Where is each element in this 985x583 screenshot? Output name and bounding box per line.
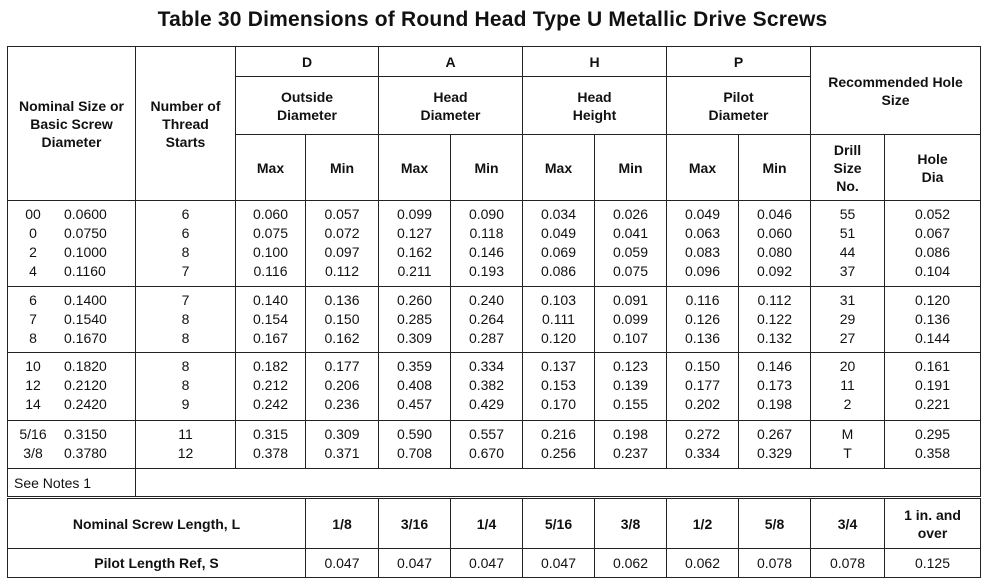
cell-value: 0.309 — [324, 426, 360, 442]
cell-value: 0.060 — [252, 206, 289, 222]
screw-length: 1 in. and over — [885, 499, 981, 549]
cell-value: 6 — [181, 225, 190, 241]
drill-cell — [811, 421, 885, 469]
pilot-length: 0.125 — [885, 549, 981, 578]
cell-value: 8 — [181, 330, 190, 346]
cell-value: 0.708 — [396, 445, 433, 461]
h-min-cell — [595, 287, 667, 353]
thread-starts-cell — [136, 287, 236, 353]
cell-value: 0.150 — [684, 358, 721, 374]
cell-value: 0.177 — [684, 377, 721, 393]
nominal-size: 7 — [29, 311, 37, 327]
cell-value: 0.287 — [468, 330, 505, 346]
a-max-cell — [379, 421, 451, 469]
cell-value: 0.075 — [612, 263, 649, 279]
cell-value: 0.100 — [252, 244, 289, 260]
cell-value: 0.126 — [684, 311, 721, 327]
cell-value: 0.136 — [324, 292, 360, 308]
cell-value: 0.198 — [756, 396, 793, 412]
cell-value: 0.264 — [468, 311, 505, 327]
basic-diameter: 0.3150 — [64, 426, 107, 442]
hole-cell — [885, 421, 981, 469]
cell-value: 0.075 — [252, 225, 289, 241]
d-min-cell — [306, 201, 379, 287]
screw-length: 1/8 — [306, 499, 379, 549]
cell-value: 0.211 — [397, 263, 432, 279]
a-min-cell — [451, 201, 523, 287]
cell-value: 0.557 — [468, 426, 505, 442]
cell-value: 0.067 — [914, 225, 951, 241]
cell-value: 0.083 — [684, 244, 721, 260]
header-h-max: Max — [523, 135, 595, 201]
cell-value: 55 — [839, 206, 856, 222]
cell-value: 0.086 — [540, 263, 577, 279]
nominal-size: 5/16 — [19, 426, 47, 442]
cell-value: 0.052 — [914, 206, 951, 222]
thread-starts-cell — [136, 201, 236, 287]
cell-value: 0.267 — [756, 426, 793, 442]
cell-value: 0.408 — [396, 377, 433, 393]
d-max-cell — [236, 353, 306, 421]
cell-value: 8 — [181, 311, 190, 327]
cell-value: 0.072 — [324, 225, 360, 241]
cell-value: 0.162 — [396, 244, 433, 260]
cell-value: 9 — [181, 396, 190, 412]
cell-value: 0.063 — [684, 225, 721, 241]
a-min-cell — [451, 287, 523, 353]
pilot-length: 0.062 — [595, 549, 667, 578]
cell-value: 0.059 — [612, 244, 649, 260]
cell-value: 2 — [843, 396, 852, 412]
table-row — [8, 353, 981, 421]
cell-value: 0.315 — [252, 426, 289, 442]
nominal-size-cell — [8, 421, 136, 469]
cell-value: 0.590 — [396, 426, 433, 442]
screw-length: 5/16 — [523, 499, 595, 549]
cell-value: 0.173 — [756, 377, 793, 393]
p-max-cell — [667, 287, 739, 353]
cell-value: 7 — [181, 263, 190, 279]
nominal-size: 8 — [29, 330, 37, 346]
header-h: H — [523, 47, 667, 77]
cell-value: 0.237 — [612, 445, 649, 461]
length-table — [7, 498, 981, 578]
table-row — [8, 287, 981, 353]
cell-value: 0.132 — [756, 330, 793, 346]
cell-value: 8 — [181, 377, 190, 393]
h-max-cell — [523, 353, 595, 421]
pilot-length: 0.047 — [523, 549, 595, 578]
basic-diameter: 0.0750 — [64, 225, 107, 241]
cell-value: 0.221 — [914, 396, 951, 412]
nominal-size: 12 — [25, 377, 41, 393]
header-p: P — [667, 47, 811, 77]
h-max-cell — [523, 421, 595, 469]
header-a-min: Min — [451, 135, 523, 201]
cell-value: 0.120 — [914, 292, 951, 308]
cell-value: 0.177 — [324, 358, 360, 374]
notes-blank — [136, 469, 981, 497]
cell-value: 0.272 — [684, 426, 721, 442]
header-p-min: Min — [739, 135, 811, 201]
screw-length: 5/8 — [739, 499, 811, 549]
header-hole-dia: Hole Dia — [885, 135, 981, 201]
header-d-min: Min — [306, 135, 379, 201]
hole-cell — [885, 287, 981, 353]
cell-value: 0.096 — [684, 263, 721, 279]
nominal-length-label: Nominal Screw Length, L — [8, 499, 306, 549]
p-min-cell — [739, 287, 811, 353]
pilot-length: 0.047 — [451, 549, 523, 578]
cell-value: 0.334 — [684, 445, 721, 461]
cell-value: 0.144 — [914, 330, 951, 346]
drill-cell — [811, 201, 885, 287]
cell-value: 0.080 — [756, 244, 793, 260]
nominal-size: 4 — [29, 263, 37, 279]
header-h-min: Min — [595, 135, 667, 201]
cell-value: 0.170 — [540, 396, 577, 412]
cell-value: 0.120 — [540, 330, 577, 346]
nominal-size: 0 — [29, 225, 37, 241]
a-max-cell — [379, 287, 451, 353]
pilot-length: 0.047 — [379, 549, 451, 578]
cell-value: 0.111 — [542, 311, 575, 327]
cell-value: 0.240 — [468, 292, 505, 308]
cell-value: M — [841, 426, 854, 442]
h-max-cell — [523, 287, 595, 353]
header-pilot-diameter: Pilot Diameter — [667, 77, 811, 135]
cell-value: 0.378 — [252, 445, 289, 461]
basic-diameter: 0.1540 — [64, 311, 107, 327]
cell-value: 0.146 — [468, 244, 505, 260]
cell-value: 12 — [177, 445, 194, 461]
cell-value: 0.371 — [324, 445, 360, 461]
cell-value: 0.122 — [756, 311, 793, 327]
cell-value: 0.212 — [252, 377, 289, 393]
cell-value: 0.154 — [252, 311, 289, 327]
cell-value: 0.034 — [540, 206, 577, 222]
cell-value: 6 — [181, 206, 190, 222]
basic-diameter: 0.3780 — [64, 445, 107, 461]
table-header — [8, 47, 981, 201]
h-min-cell — [595, 201, 667, 287]
cell-value: 0.127 — [396, 225, 433, 241]
nominal-size: 14 — [25, 396, 41, 412]
cell-value: 0.429 — [468, 396, 505, 412]
d-min-cell — [306, 353, 379, 421]
p-min-cell — [739, 421, 811, 469]
screw-length: 1/2 — [667, 499, 739, 549]
thread-starts-cell — [136, 421, 236, 469]
cell-value: T — [843, 445, 852, 461]
cell-value: 0.359 — [396, 358, 433, 374]
cell-value: 37 — [839, 263, 856, 279]
cell-value: 0.041 — [612, 225, 649, 241]
cell-value: 0.161 — [914, 358, 951, 374]
pilot-length: 0.078 — [739, 549, 811, 578]
pilot-length: 0.047 — [306, 549, 379, 578]
dimensions-table — [7, 46, 981, 497]
cell-value: 0.099 — [396, 206, 433, 222]
cell-value: 0.092 — [756, 263, 793, 279]
d-max-cell — [236, 421, 306, 469]
cell-value: 0.069 — [540, 244, 577, 260]
cell-value: 0.090 — [468, 206, 505, 222]
cell-value: 44 — [839, 244, 856, 260]
table-row — [8, 201, 981, 287]
notes-row — [8, 469, 981, 497]
cell-value: 31 — [839, 292, 856, 308]
nominal-size: 6 — [29, 292, 37, 308]
cell-value: 0.260 — [396, 292, 433, 308]
table-title: Table 30 Dimensions of Round Head Type U Metallic Drive Screws — [157, 8, 828, 31]
nominal-size-cell — [8, 201, 136, 287]
cell-value: 7 — [181, 292, 190, 308]
header-a-max: Max — [379, 135, 451, 201]
cell-value: 0.670 — [468, 445, 505, 461]
nominal-size: 00 — [25, 206, 41, 222]
p-max-cell — [667, 201, 739, 287]
header-a: A — [379, 47, 523, 77]
cell-value: 0.162 — [324, 330, 360, 346]
cell-value: 0.382 — [468, 377, 505, 393]
cell-value: 0.136 — [684, 330, 721, 346]
cell-value: 0.150 — [324, 311, 360, 327]
p-min-cell — [739, 201, 811, 287]
table-row — [8, 421, 981, 469]
cell-value: 0.060 — [756, 225, 793, 241]
cell-value: 0.334 — [468, 358, 505, 374]
header-nominal: Nominal Size or Basic Screw Diameter — [8, 47, 136, 201]
cell-value: 0.057 — [324, 206, 360, 222]
table-body — [8, 201, 981, 497]
header-d-max: Max — [236, 135, 306, 201]
cell-value: 0.182 — [252, 358, 289, 374]
cell-value: 0.139 — [612, 377, 649, 393]
a-max-cell — [379, 201, 451, 287]
hole-cell — [885, 353, 981, 421]
cell-value: 8 — [181, 244, 190, 260]
cell-value: 0.118 — [469, 225, 504, 241]
cell-value: 0.140 — [252, 292, 289, 308]
cell-value: 0.285 — [396, 311, 433, 327]
cell-value: 0.167 — [252, 330, 289, 346]
basic-diameter: 0.1000 — [64, 244, 107, 260]
cell-value: 0.049 — [684, 206, 721, 222]
cell-value: 0.112 — [325, 263, 359, 279]
cell-value: 0.137 — [540, 358, 577, 374]
pilot-length: 0.078 — [811, 549, 885, 578]
header-head-diameter: Head Diameter — [379, 77, 523, 135]
header-thread-starts: Number of Thread Starts — [136, 47, 236, 201]
header-outside-diameter: Outside Diameter — [236, 77, 379, 135]
basic-diameter: 0.2120 — [64, 377, 107, 393]
cell-value: 0.146 — [756, 358, 793, 374]
nominal-size-cell — [8, 353, 136, 421]
cell-value: 8 — [181, 358, 190, 374]
h-max-cell — [523, 201, 595, 287]
d-max-cell — [236, 201, 306, 287]
a-min-cell — [451, 421, 523, 469]
screw-length: 3/4 — [811, 499, 885, 549]
cell-value: 0.116 — [253, 263, 288, 279]
cell-value: 0.329 — [756, 445, 793, 461]
p-max-cell — [667, 421, 739, 469]
cell-value: 0.049 — [540, 225, 577, 241]
basic-diameter: 0.1820 — [64, 358, 107, 374]
nominal-size: 3/8 — [23, 445, 43, 461]
header-drill-size: Drill Size No. — [811, 135, 885, 201]
cell-value: 0.091 — [612, 292, 649, 308]
see-notes: See Notes 1 — [8, 469, 136, 497]
cell-value: 0.026 — [612, 206, 649, 222]
pilot-length: 0.062 — [667, 549, 739, 578]
screw-length: 3/8 — [595, 499, 667, 549]
header-p-max: Max — [667, 135, 739, 201]
thread-starts-cell — [136, 353, 236, 421]
cell-value: 0.206 — [324, 377, 360, 393]
cell-value: 0.309 — [396, 330, 433, 346]
d-min-cell — [306, 421, 379, 469]
basic-diameter: 0.1670 — [64, 330, 107, 346]
cell-value: 11 — [840, 377, 855, 393]
pilot-length-label: Pilot Length Ref, S — [8, 549, 306, 578]
cell-value: 29 — [839, 311, 856, 327]
nominal-size: 2 — [29, 244, 37, 260]
cell-value: 0.216 — [540, 426, 577, 442]
basic-diameter: 0.0600 — [64, 206, 107, 222]
cell-value: 0.099 — [612, 311, 649, 327]
cell-value: 0.116 — [685, 292, 720, 308]
cell-value: 51 — [839, 225, 856, 241]
cell-value: 0.202 — [684, 396, 721, 412]
basic-diameter: 0.2420 — [64, 396, 107, 412]
cell-value: 0.136 — [914, 311, 951, 327]
cell-value: 0.123 — [612, 358, 649, 374]
basic-diameter: 0.1400 — [64, 292, 107, 308]
h-min-cell — [595, 353, 667, 421]
cell-value: 0.103 — [540, 292, 577, 308]
cell-value: 0.193 — [468, 263, 505, 279]
cell-value: 0.046 — [756, 206, 793, 222]
cell-value: 0.097 — [324, 244, 360, 260]
cell-value: 0.295 — [914, 426, 951, 442]
header-head-height: Head Height — [523, 77, 667, 135]
p-max-cell — [667, 353, 739, 421]
d-max-cell — [236, 287, 306, 353]
a-min-cell — [451, 353, 523, 421]
screw-length: 1/4 — [451, 499, 523, 549]
basic-diameter: 0.1160 — [64, 263, 106, 279]
d-min-cell — [306, 287, 379, 353]
cell-value: 0.198 — [612, 426, 649, 442]
cell-value: 11 — [178, 426, 193, 442]
nominal-size: 10 — [25, 358, 41, 374]
screw-length: 3/16 — [379, 499, 451, 549]
drill-cell — [811, 353, 885, 421]
cell-value: 0.242 — [252, 396, 289, 412]
cell-value: 0.107 — [612, 330, 649, 346]
cell-value: 27 — [839, 330, 856, 346]
cell-value: 0.153 — [540, 377, 577, 393]
h-min-cell — [595, 421, 667, 469]
header-d: D — [236, 47, 379, 77]
a-max-cell — [379, 353, 451, 421]
cell-value: 20 — [839, 358, 856, 374]
cell-value: 0.236 — [324, 396, 360, 412]
cell-value: 0.104 — [914, 263, 951, 279]
cell-value: 0.191 — [914, 377, 951, 393]
cell-value: 0.457 — [396, 396, 433, 412]
nominal-size-cell — [8, 287, 136, 353]
cell-value: 0.256 — [540, 445, 577, 461]
cell-value: 0.358 — [914, 445, 951, 461]
cell-value: 0.086 — [914, 244, 951, 260]
header-recommended: Recommended Hole Size — [811, 47, 981, 135]
cell-value: 0.112 — [757, 292, 792, 308]
cell-value: 0.155 — [612, 396, 649, 412]
p-min-cell — [739, 353, 811, 421]
drill-cell — [811, 287, 885, 353]
hole-cell — [885, 201, 981, 287]
